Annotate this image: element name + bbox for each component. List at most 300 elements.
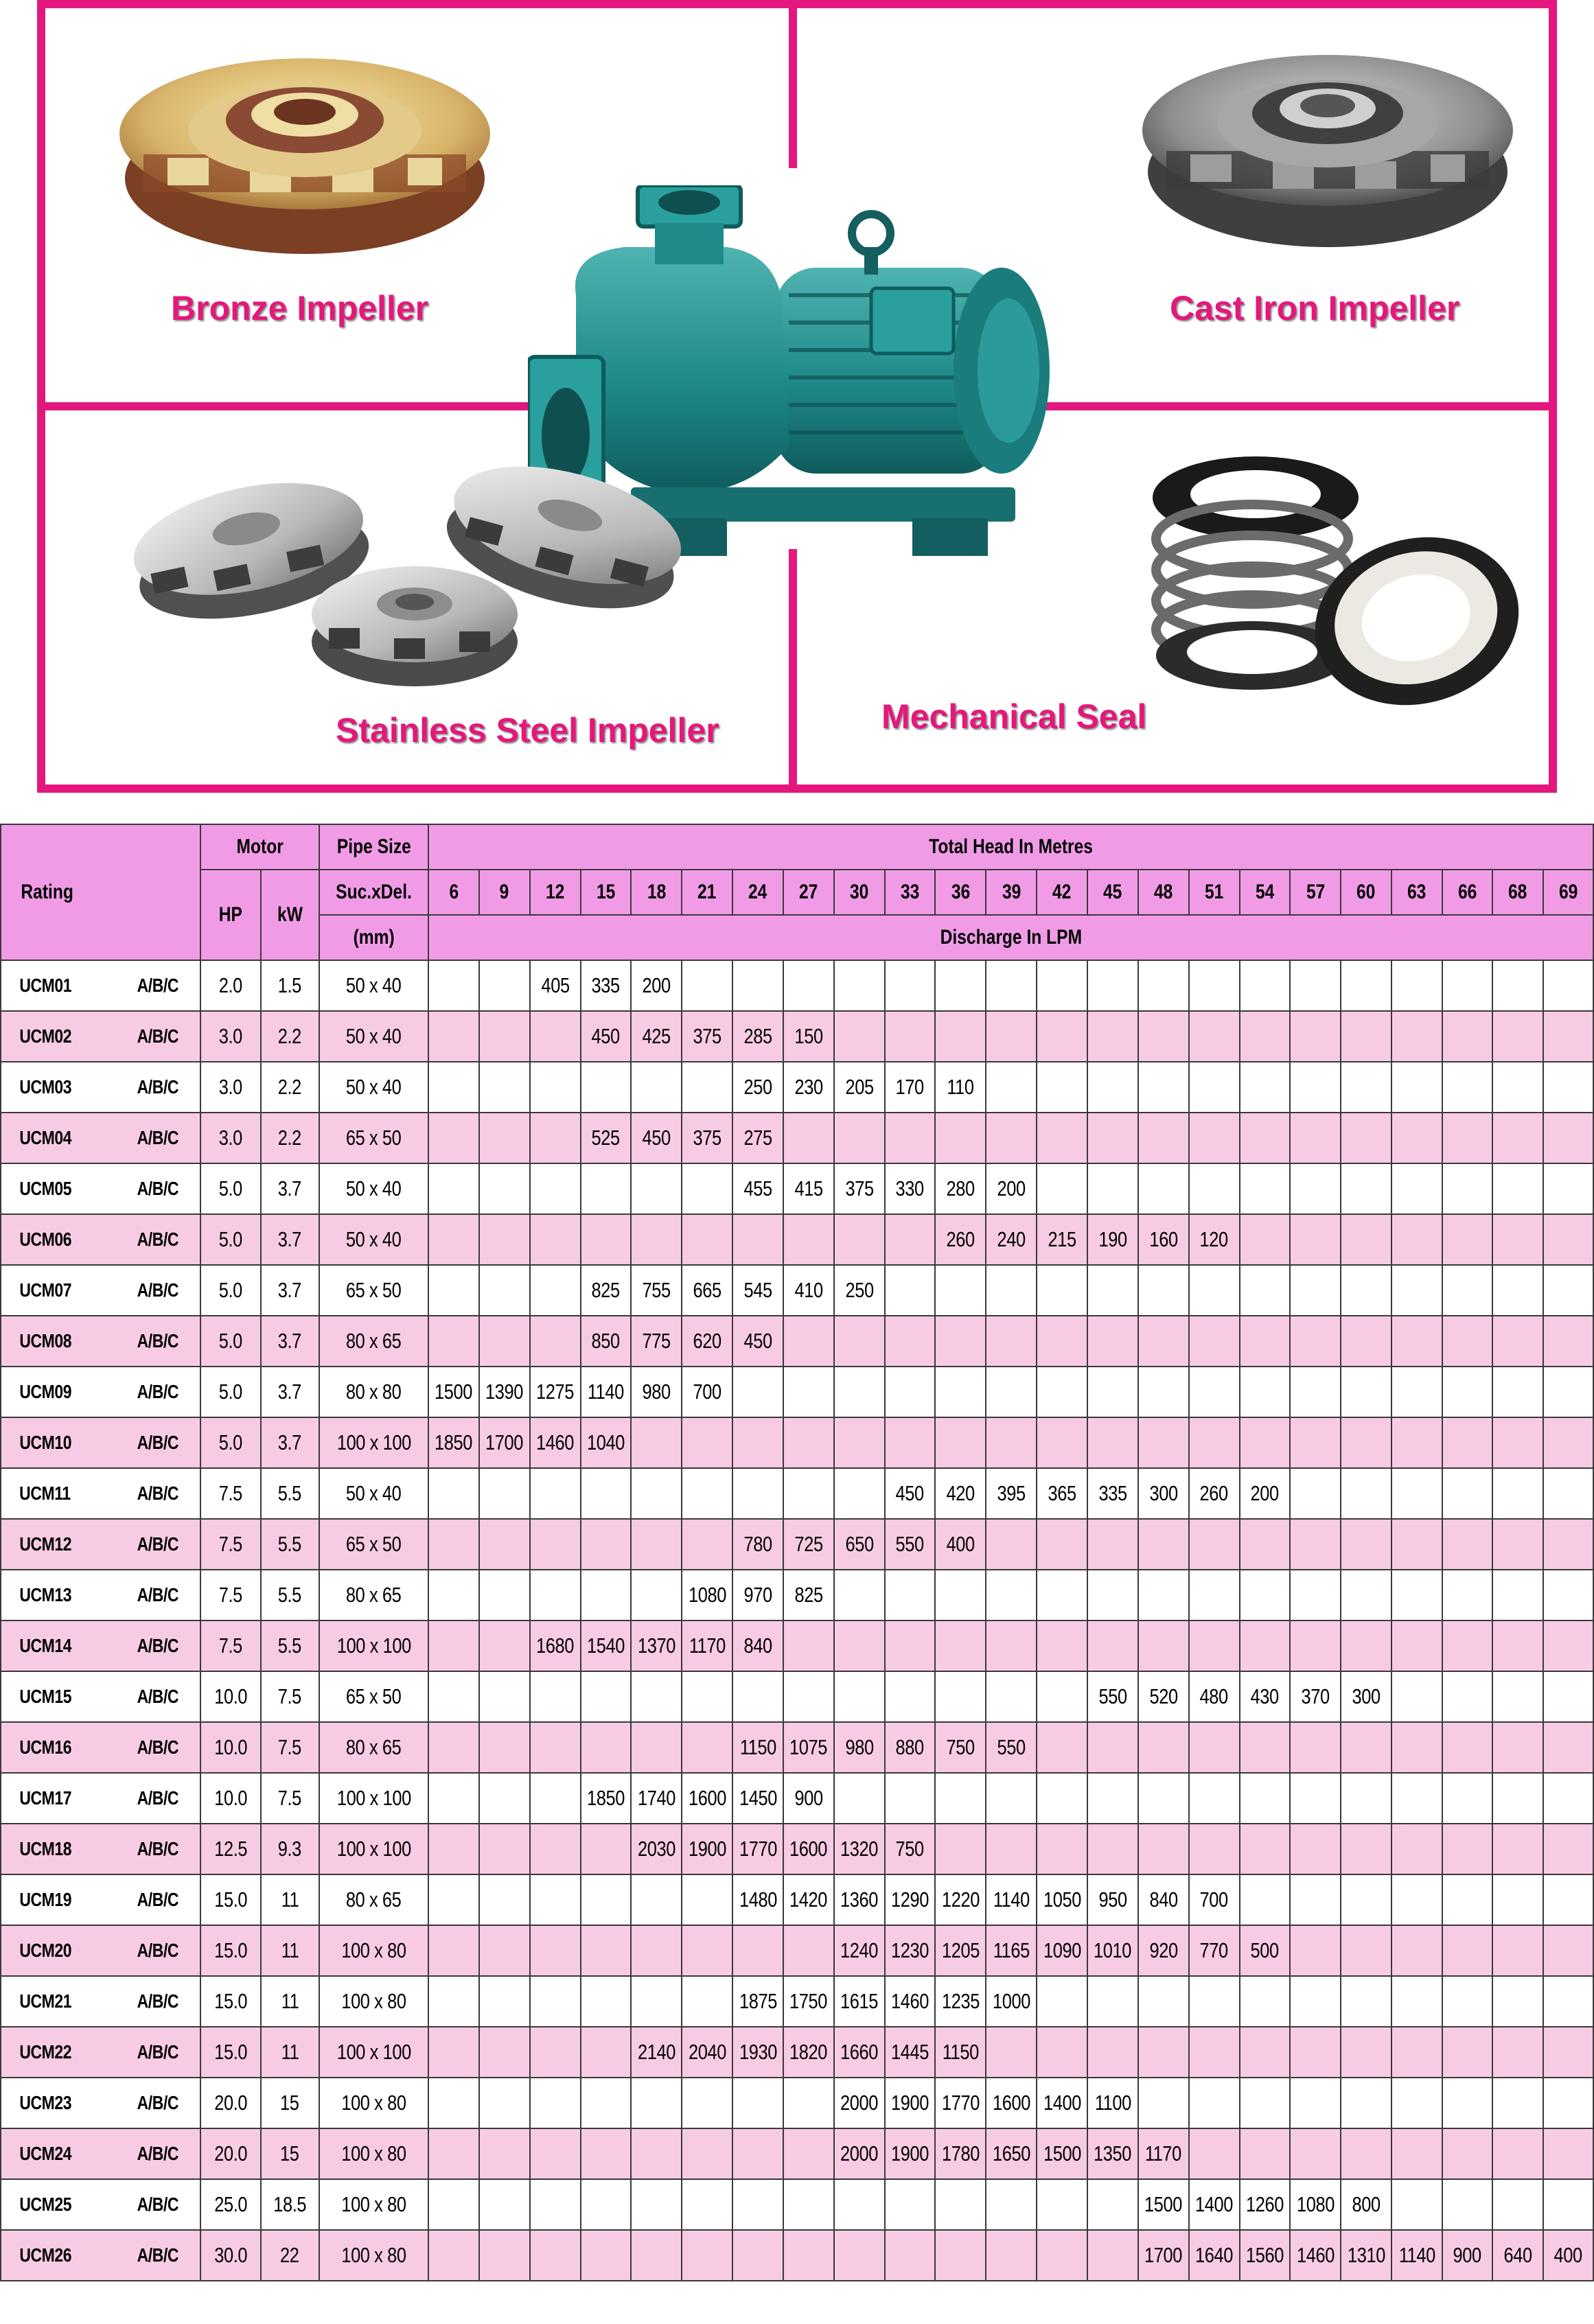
header-head-68: 68 [1492,870,1543,915]
discharge-cell [479,2078,530,2128]
discharge-cell [732,1214,783,1265]
discharge-cell [1543,1570,1594,1620]
discharge-cell [1391,2027,1442,2078]
frame-left [37,0,45,793]
discharge-cell [885,1671,936,1722]
discharge-cell [1240,1011,1291,1062]
discharge-cell [1442,1722,1492,1773]
discharge-cell: 1875 [732,1976,783,2027]
discharge-cell: 335 [1087,1468,1138,1519]
discharge-cell [1543,1417,1594,1468]
discharge-cell [935,1113,986,1163]
discharge-cell [1290,1722,1341,1773]
discharge-cell [581,1163,632,1214]
discharge-cell [581,2179,632,2230]
discharge-cell [1290,1976,1341,2027]
discharge-cell [1492,960,1543,1011]
model-name: UCM07 [1,1265,119,1316]
model-variant: A/B/C [119,1062,200,1113]
discharge-cell [682,960,732,1011]
discharge-cell [1037,1722,1087,1773]
table-row [1,1265,1593,1316]
discharge-cell: 1010 [1087,1925,1138,1976]
discharge-cell [1341,1620,1391,1671]
discharge-cell [834,1417,885,1468]
pipe-size: 80 x 80 [319,1367,428,1417]
pipe-size: 80 x 65 [319,1874,428,1925]
table-row [1,1570,1593,1620]
discharge-cell: 750 [885,1824,936,1874]
motor-hp: 15.0 [200,1925,260,1976]
header-head-36: 36 [935,870,986,915]
discharge-cell [834,1570,885,1620]
mechanical-seal-image [1142,450,1527,724]
discharge-cell [783,1925,834,1976]
discharge-cell [428,1265,479,1316]
discharge-cell [1138,1417,1189,1468]
discharge-cell [479,960,530,1011]
discharge-cell [1492,1062,1543,1113]
discharge-cell [1543,2027,1594,2078]
discharge-cell [1240,1163,1291,1214]
discharge-cell [1391,1417,1442,1468]
discharge-cell: 400 [1543,2230,1594,2281]
discharge-cell [783,1316,834,1367]
discharge-cell: 500 [1240,1925,1291,1976]
discharge-cell [885,1773,936,1824]
model-variant: A/B/C [119,1265,200,1316]
discharge-cell [428,1671,479,1722]
discharge-cell [783,2179,834,2230]
discharge-cell [631,1062,682,1113]
discharge-cell [1341,960,1391,1011]
performance-table [0,824,1594,2281]
table-row [1,2230,1593,2281]
discharge-cell: 1740 [631,1773,682,1824]
model-variant: A/B/C [119,1011,200,1062]
discharge-cell: 1445 [885,2027,936,2078]
discharge-cell [732,1417,783,1468]
discharge-cell: 980 [834,1722,885,1773]
discharge-cell [732,2128,783,2179]
discharge-cell: 215 [1037,1214,1087,1265]
discharge-cell [530,1468,581,1519]
discharge-cell [732,2078,783,2128]
discharge-cell [1391,1316,1442,1367]
discharge-cell [1189,1417,1240,1468]
discharge-cell: 1560 [1240,2230,1291,2281]
discharge-cell [732,1468,783,1519]
discharge-cell [1290,1620,1341,1671]
discharge-cell: 330 [885,1163,936,1214]
discharge-cell [682,2128,732,2179]
discharge-cell: 150 [783,1011,834,1062]
discharge-cell [631,1570,682,1620]
discharge-cell [986,1062,1037,1113]
discharge-cell: 430 [1240,1671,1291,1722]
bronze-impeller-image [113,31,497,257]
discharge-cell [530,1722,581,1773]
discharge-cell [530,2128,581,2179]
discharge-cell [581,1976,632,2027]
motor-kw: 11 [261,2027,319,2078]
discharge-cell [935,960,986,1011]
discharge-cell [986,1113,1037,1163]
discharge-cell [1391,2128,1442,2179]
header-hp: HP [200,870,260,960]
discharge-cell: 335 [581,960,632,1011]
discharge-cell: 410 [783,1265,834,1316]
discharge-cell: 840 [1138,1874,1189,1925]
discharge-cell [1037,960,1087,1011]
discharge-cell [1391,1671,1442,1722]
cast-iron-impeller-image [1135,27,1520,254]
discharge-cell: 1700 [479,1417,530,1468]
discharge-cell [479,2128,530,2179]
table-row [1,1163,1593,1214]
discharge-cell [479,2179,530,2230]
discharge-cell [986,1773,1037,1824]
pipe-size: 50 x 40 [319,1163,428,1214]
motor-kw: 15 [261,2078,319,2128]
discharge-cell [479,1113,530,1163]
discharge-cell: 1640 [1189,2230,1240,2281]
discharge-cell [479,2027,530,2078]
discharge-cell: 825 [581,1265,632,1316]
discharge-cell [1138,2027,1189,2078]
discharge-cell [682,2230,732,2281]
discharge-cell [783,1468,834,1519]
discharge-cell [986,1316,1037,1367]
motor-kw: 2.2 [261,1062,319,1113]
discharge-cell [1037,1062,1087,1113]
discharge-cell [1037,1113,1087,1163]
discharge-cell [1240,1824,1291,1874]
discharge-cell [530,1316,581,1367]
discharge-cell [682,2078,732,2128]
pipe-size: 100 x 100 [319,1773,428,1824]
discharge-cell [885,1113,936,1163]
discharge-cell: 450 [885,1468,936,1519]
discharge-cell [428,1773,479,1824]
discharge-cell [1492,1417,1543,1468]
discharge-cell [1492,1976,1543,2027]
model-variant: A/B/C [119,1113,200,1163]
discharge-cell [1189,960,1240,1011]
discharge-cell [1543,1011,1594,1062]
discharge-cell [428,1468,479,1519]
discharge-cell [479,1722,530,1773]
motor-kw: 3.7 [261,1367,319,1417]
header-head-24: 24 [732,870,783,915]
discharge-cell [1341,1062,1391,1113]
discharge-cell: 650 [834,1519,885,1570]
discharge-cell [581,2027,632,2078]
discharge-cell [1492,2027,1543,2078]
discharge-cell [783,1367,834,1417]
model-name: UCM25 [1,2179,119,2230]
discharge-cell [479,1570,530,1620]
table-row [1,1113,1593,1163]
discharge-cell [1391,1620,1442,1671]
discharge-cell [1543,1468,1594,1519]
discharge-cell [581,1722,632,1773]
discharge-cell: 725 [783,1519,834,1570]
discharge-cell [935,1367,986,1417]
header-kw: kW [261,870,319,960]
discharge-cell: 285 [732,1011,783,1062]
pipe-size: 100 x 80 [319,1976,428,2027]
table-row [1,1062,1593,1113]
model-variant: A/B/C [119,2078,200,2128]
discharge-cell [1138,1976,1189,2027]
table-row [1,1874,1593,1925]
discharge-cell [530,2078,581,2128]
discharge-cell [1189,1824,1240,1874]
discharge-cell: 700 [682,1367,732,1417]
discharge-cell [530,1519,581,1570]
discharge-cell: 1780 [935,2128,986,2179]
discharge-cell: 980 [631,1367,682,1417]
discharge-cell: 1450 [732,1773,783,1824]
discharge-cell [631,1519,682,1570]
discharge-cell [1341,1214,1391,1265]
discharge-cell: 1680 [530,1620,581,1671]
discharge-cell [1492,1671,1543,1722]
discharge-cell [1037,1671,1087,1722]
model-name: UCM05 [1,1163,119,1214]
discharge-cell: 1230 [885,1925,936,1976]
discharge-cell: 365 [1037,1468,1087,1519]
discharge-cell [1492,1519,1543,1570]
motor-kw: 22 [261,2230,319,2281]
discharge-cell [935,1011,986,1062]
discharge-cell: 400 [935,1519,986,1570]
discharge-cell: 425 [631,1011,682,1062]
discharge-cell: 1660 [834,2027,885,2078]
motor-hp: 5.0 [200,1417,260,1468]
discharge-cell: 375 [682,1113,732,1163]
discharge-cell [1543,960,1594,1011]
model-name: UCM21 [1,1976,119,2027]
header-head-54: 54 [1240,870,1291,915]
discharge-cell: 1460 [1290,2230,1341,2281]
discharge-cell [581,2230,632,2281]
discharge-cell [1240,2128,1291,2179]
discharge-cell [986,2179,1037,2230]
model-name: UCM12 [1,1519,119,1570]
discharge-cell [1442,1214,1492,1265]
discharge-cell [1290,2078,1341,2128]
header-head-63: 63 [1391,870,1442,915]
discharge-cell [732,2179,783,2230]
table-row [1,1976,1593,2027]
discharge-cell: 1615 [834,1976,885,2027]
discharge-cell: 1650 [986,2128,1037,2179]
discharge-cell: 1420 [783,1874,834,1925]
discharge-cell [1290,2128,1341,2179]
discharge-cell: 1600 [682,1773,732,1824]
discharge-cell [428,2179,479,2230]
discharge-cell [783,1214,834,1265]
discharge-cell: 120 [1189,1214,1240,1265]
pipe-size: 80 x 65 [319,1316,428,1367]
model-name: UCM24 [1,2128,119,2179]
discharge-cell: 1205 [935,1925,986,1976]
discharge-cell [581,1519,632,1570]
discharge-cell [783,2128,834,2179]
discharge-cell [682,1417,732,1468]
discharge-cell [1290,1925,1341,1976]
discharge-cell [935,1570,986,1620]
discharge-cell: 850 [581,1316,632,1367]
discharge-cell [581,1062,632,1113]
discharge-cell [530,1925,581,1976]
discharge-cell [1087,2027,1138,2078]
discharge-cell: 2000 [834,2078,885,2128]
discharge-cell [885,960,936,1011]
discharge-cell: 455 [732,1163,783,1214]
discharge-cell [428,1620,479,1671]
discharge-cell [631,1468,682,1519]
motor-kw: 2.2 [261,1113,319,1163]
model-name: UCM19 [1,1874,119,1925]
discharge-cell [1492,2179,1543,2230]
discharge-cell [1341,2027,1391,2078]
discharge-cell [1492,1011,1543,1062]
discharge-cell [1087,2179,1138,2230]
header-head-33: 33 [885,870,936,915]
discharge-cell: 190 [1087,1214,1138,1265]
discharge-cell [1240,960,1291,1011]
model-variant: A/B/C [119,1214,200,1265]
discharge-cell [581,1824,632,1874]
discharge-cell [1290,1519,1341,1570]
discharge-cell [631,1417,682,1468]
discharge-cell [1341,2078,1391,2128]
pipe-size: 50 x 40 [319,1011,428,1062]
model-name: UCM17 [1,1773,119,1824]
discharge-cell [1138,1570,1189,1620]
discharge-cell [1240,1874,1291,1925]
pipe-size: 65 x 50 [319,1113,428,1163]
discharge-cell [885,1316,936,1367]
discharge-cell [1189,1062,1240,1113]
discharge-cell [834,1620,885,1671]
discharge-cell: 1320 [834,1824,885,1874]
discharge-cell [428,2230,479,2281]
discharge-cell: 1350 [1087,2128,1138,2179]
discharge-cell [530,1214,581,1265]
discharge-cell [1341,1163,1391,1214]
caption-bronze-impeller: Bronze Impeller [171,289,429,327]
motor-hp: 5.0 [200,1367,260,1417]
discharge-cell [1138,1620,1189,1671]
discharge-cell [1290,1214,1341,1265]
pipe-size: 50 x 40 [319,1214,428,1265]
discharge-cell [1189,1316,1240,1367]
discharge-cell: 840 [732,1620,783,1671]
discharge-cell: 450 [631,1113,682,1163]
discharge-cell [1442,1874,1492,1925]
discharge-cell: 1140 [1391,2230,1442,2281]
discharge-cell: 620 [682,1316,732,1367]
discharge-cell [1442,2128,1492,2179]
discharge-cell: 1700 [1138,2230,1189,2281]
motor-hp: 3.0 [200,1113,260,1163]
discharge-cell: 550 [885,1519,936,1570]
discharge-cell: 525 [581,1113,632,1163]
header-head-18: 18 [631,870,682,915]
discharge-cell: 300 [1138,1468,1189,1519]
discharge-cell: 1930 [732,2027,783,2078]
discharge-cell [1240,2027,1291,2078]
pipe-size: 100 x 80 [319,2078,428,2128]
motor-hp: 15.0 [200,2027,260,2078]
motor-kw: 11 [261,1874,319,1925]
discharge-cell [1492,1620,1543,1671]
motor-kw: 3.7 [261,1163,319,1214]
discharge-cell [1087,1773,1138,1824]
discharge-cell [1138,1519,1189,1570]
discharge-cell: 1900 [885,2128,936,2179]
discharge-cell [1543,1874,1594,1925]
discharge-cell [1391,1570,1442,1620]
discharge-cell: 200 [986,1163,1037,1214]
discharge-cell [1543,1214,1594,1265]
model-name: UCM01 [1,960,119,1011]
discharge-cell [1290,1163,1341,1214]
header-head-42: 42 [1037,870,1087,915]
discharge-cell [1189,1570,1240,1620]
discharge-cell: 200 [631,960,682,1011]
discharge-cell: 550 [1087,1671,1138,1722]
pipe-size: 50 x 40 [319,1468,428,1519]
discharge-cell: 1050 [1037,1874,1087,1925]
discharge-cell [1138,1113,1189,1163]
discharge-cell [479,1925,530,1976]
discharge-cell [1087,1316,1138,1367]
discharge-cell: 1370 [631,1620,682,1671]
model-name: UCM06 [1,1214,119,1265]
discharge-cell [1442,1773,1492,1824]
model-name: UCM08 [1,1316,119,1367]
discharge-cell: 230 [783,1062,834,1113]
discharge-cell [682,1976,732,2027]
discharge-cell [1037,1519,1087,1570]
model-variant: A/B/C [119,2179,200,2230]
table-row [1,1722,1593,1773]
discharge-cell [682,1519,732,1570]
discharge-cell [1341,1417,1391,1468]
header-motor: Motor [200,824,319,870]
pipe-size: 100 x 80 [319,2230,428,2281]
discharge-cell [530,2179,581,2230]
discharge-cell [935,1671,986,1722]
discharge-cell [428,1874,479,1925]
discharge-cell: 280 [935,1163,986,1214]
discharge-cell [1087,1265,1138,1316]
discharge-cell: 1600 [986,2078,1037,2128]
discharge-cell [1240,1062,1291,1113]
model-variant: A/B/C [119,1925,200,1976]
divider-vertical-top [789,0,797,168]
discharge-cell [1442,1671,1492,1722]
discharge-cell: 1390 [479,1367,530,1417]
motor-kw: 9.3 [261,1824,319,1874]
discharge-cell: 1360 [834,1874,885,1925]
header-head-15: 15 [581,870,632,915]
